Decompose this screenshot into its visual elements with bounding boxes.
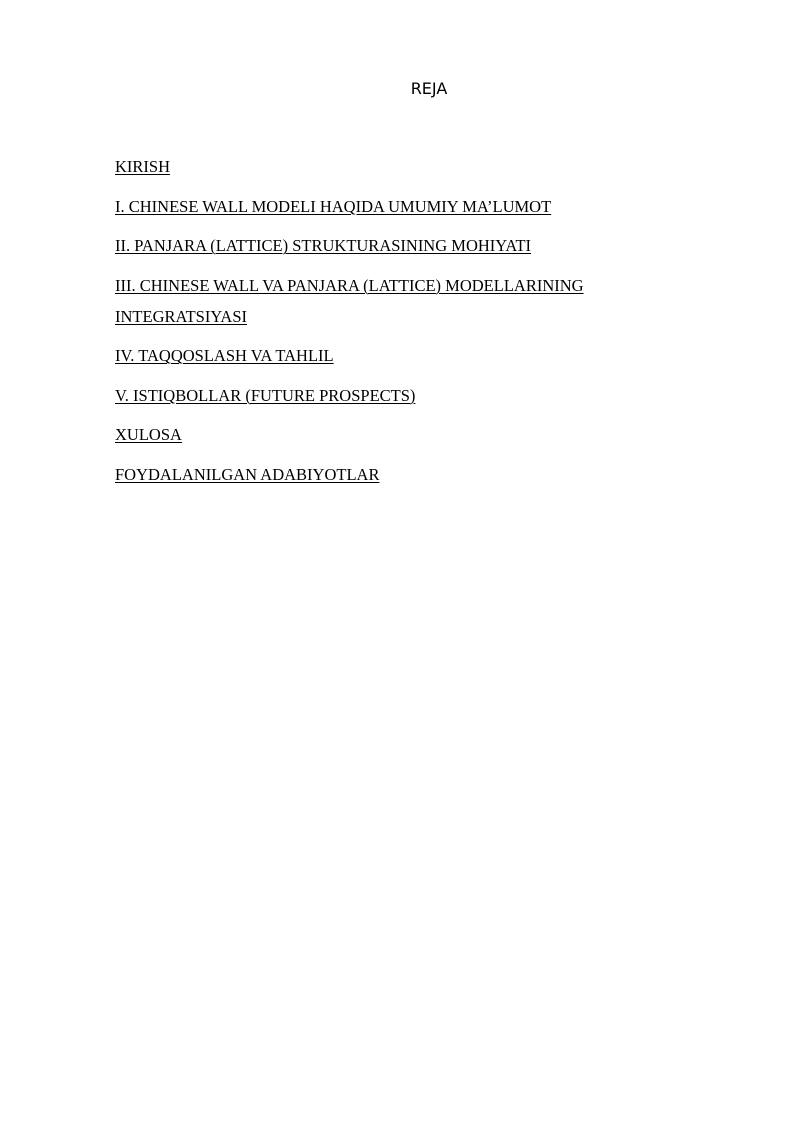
toc-link-section-2[interactable]: II. PANJARA (LATTICE) STRUKTURASINING MOHIYATI [115,236,532,255]
page-title: REJA [410,79,448,98]
toc-item-section-4 [115,340,695,371]
toc-link-kirish[interactable]: KIRISH [115,157,171,176]
toc-link-section-3[interactable]: III. CHINESE WALL VA PANJARA (LATTICE) MODELLARINING INTEGRATSIYASI [115,275,584,326]
toc-link-references[interactable]: FOYDALANILGAN ADABIYOTLAR [115,464,380,484]
toc-link-section-4[interactable]: IV. TAQQOSLASH VA TAHLIL [115,346,334,365]
toc-item-section-1 [115,191,695,222]
toc-item-section-5 [115,380,695,411]
toc-link-section-5[interactable]: V. ISTIQBOLLAR (FUTURE PROSPECTS) [115,385,416,405]
toc-item-section-2 [115,230,695,261]
toc-item-references [115,459,695,490]
table-of-contents [115,151,695,498]
toc-item-kirish [115,151,695,182]
toc-link-xulosa[interactable]: XULOSA [115,425,182,444]
toc-item-section-3 [115,270,695,332]
toc-item-xulosa [115,419,695,450]
toc-link-section-1[interactable]: I. CHINESE WALL MODELI HAQIDA UMUMIY MA’LUMOT [115,196,552,216]
